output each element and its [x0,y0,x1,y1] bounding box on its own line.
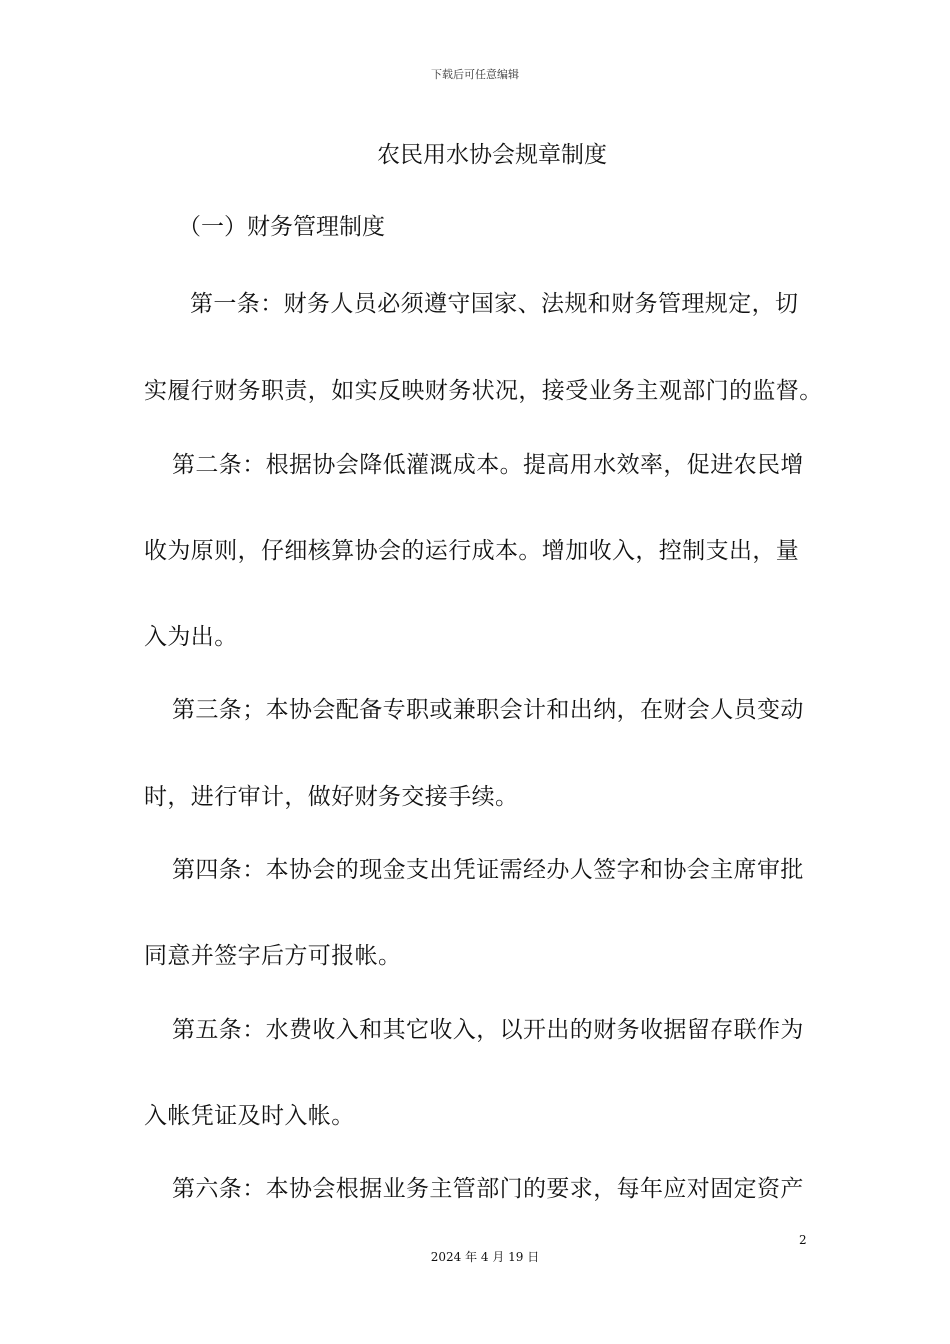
article-3-line-2: 时，进行审计，做好财务交接手续。 [144,784,519,810]
article-2-line-3: 入为出。 [144,624,238,650]
article-5-line-2: 入帐凭证及时入帐。 [144,1103,355,1129]
article-4-line-1: 第四条：本协会的现金支出凭证需经办人签字和协会主席审批 [172,857,804,883]
article-3-line-1: 第三条；本协会配备专职或兼职会计和出纳，在财会人员变动 [172,697,804,723]
header-note: 下载后可任意编辑 [431,68,519,81]
section-heading: （一）财务管理制度 [178,214,385,240]
article-1-line-1: 第一条：财务人员必须遵守国家、法规和财务管理规定，切 [190,291,799,317]
article-6-line-1: 第六条：本协会根据业务主管部门的要求，每年应对固定资产 [172,1176,804,1202]
article-2-line-2: 收为原则，仔细核算协会的运行成本。增加收入，控制支出，量 [144,538,800,564]
article-4-line-2: 同意并签字后方可报帐。 [144,943,402,969]
article-5-line-1: 第五条：水费收入和其它收入，以开出的财务收据留存联作为 [172,1017,804,1043]
footer-date: 2024 年 4 月 19 日 [430,1250,540,1264]
article-1-line-2: 实履行财务职责，如实反映财务状况，接受业务主观部门的监督。 [144,378,823,404]
article-2-line-1: 第二条：根据协会降低灌溉成本。提高用水效率，促进农民增 [172,452,804,478]
page-number: 2 [799,1233,807,1247]
document-title: 农民用水协会规章制度 [377,142,607,168]
